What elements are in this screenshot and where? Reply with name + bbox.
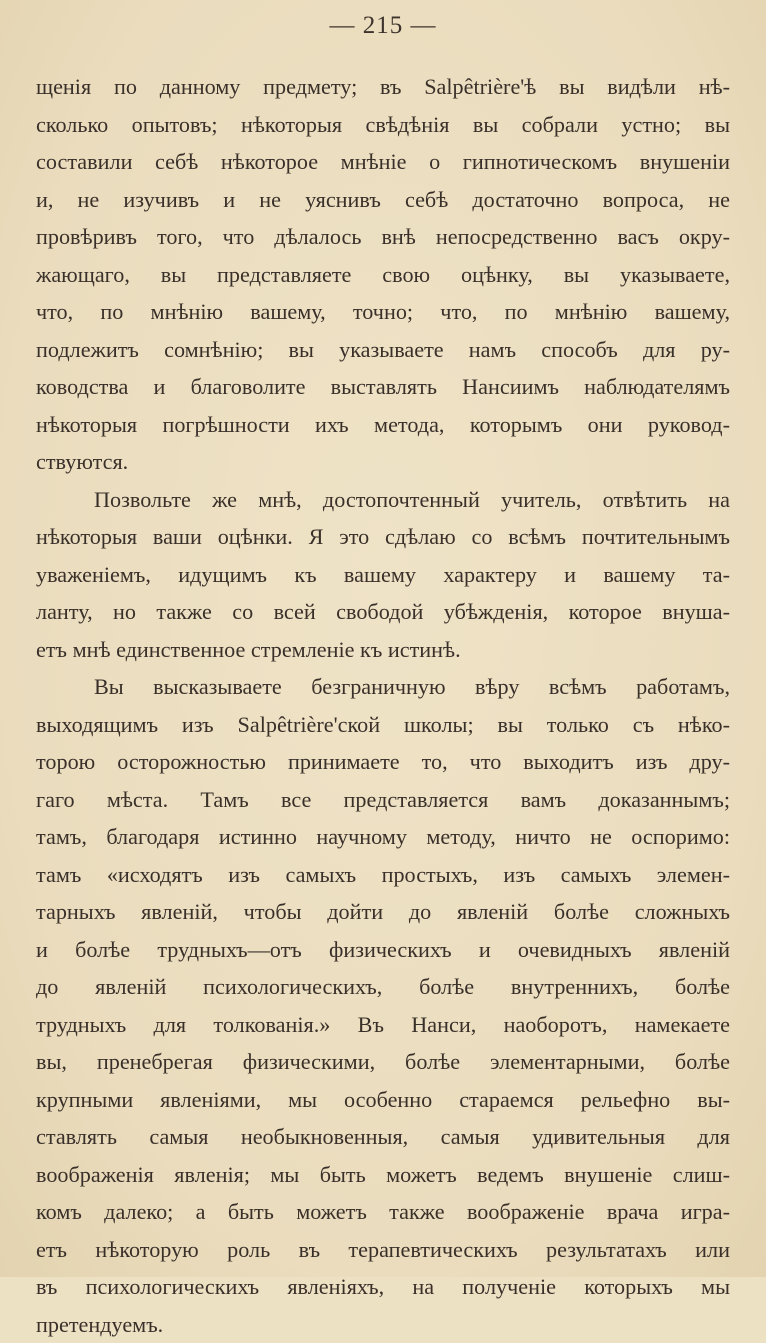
text-line: торою осторожностью принимаете то, что выходитъ изъ дру- bbox=[36, 743, 730, 781]
text-line: и болѣе трудныхъ—отъ физическихъ и очевидныхъ явленій bbox=[36, 931, 730, 969]
page-number: — 215 — bbox=[0, 12, 766, 40]
text-line: до явленій психологическихъ, болѣе внутреннихъ, болѣе bbox=[36, 968, 730, 1006]
text-line: претендуемъ. bbox=[36, 1306, 730, 1343]
text-line: гаго мѣста. Тамъ все представляется вамъ доказаннымъ; bbox=[36, 781, 730, 819]
text-line: воображенія явленія; мы быть можетъ ведемъ внушеніе слиш- bbox=[36, 1156, 730, 1194]
text-line: и, не изучивъ и не уяснивъ себѣ достаточно вопроса, не bbox=[36, 181, 730, 219]
text-line: уваженіемъ, идущимъ къ вашему характеру и вашему та- bbox=[36, 556, 730, 594]
text-line: етъ нѣкоторую роль въ терапевтическихъ результатахъ или bbox=[36, 1231, 730, 1269]
body-text bbox=[36, 68, 730, 1343]
text-line: подлежитъ сомнѣнію; вы указываете намъ способъ для ру- bbox=[36, 331, 730, 369]
paragraph-3 bbox=[36, 668, 730, 1343]
text-line: ководства и благоволите выставлять Нансиимъ наблюдателямъ bbox=[36, 368, 730, 406]
text-line: сколько опытовъ; нѣкоторыя свѣдѣнія вы собрали устно; вы bbox=[36, 106, 730, 144]
text-line: тамъ, благодаря истинно научному методу, ничто не оспоримо: bbox=[36, 818, 730, 856]
text-line: выходящимъ изъ Salpêtrière'ской школы; вы только съ нѣко- bbox=[36, 706, 730, 744]
text-line: ланту, но также со всей свободой убѣжденія, которое внуша- bbox=[36, 593, 730, 631]
text-line: составили себѣ нѣкоторое мнѣніе о гипнотическомъ внушеніи bbox=[36, 143, 730, 181]
text-line: тамъ «исходятъ изъ самыхъ простыхъ, изъ самыхъ элемен- bbox=[36, 856, 730, 894]
text-line: крупными явленіями, мы особенно стараемся рельефно вы- bbox=[36, 1081, 730, 1119]
paragraph-1 bbox=[36, 68, 730, 481]
text-line: нѣкоторыя погрѣшности ихъ метода, которымъ они руковод- bbox=[36, 406, 730, 444]
text-line: ставлять самыя необыкновенныя, самыя удивительныя для bbox=[36, 1118, 730, 1156]
text-line: тарныхъ явленій, чтобы дойти до явленій болѣе сложныхъ bbox=[36, 893, 730, 931]
text-line: нѣкоторыя ваши оцѣнки. Я это сдѣлаю со всѣмъ почтительнымъ bbox=[36, 518, 730, 556]
text-line: провѣривъ того, что дѣлалось внѣ непосредственно васъ окру- bbox=[36, 218, 730, 256]
text-line: въ психологическихъ явленіяхъ, на полученіе которыхъ мы bbox=[36, 1268, 730, 1306]
text-line: что, по мнѣнію вашему, точно; что, по мнѣнію вашему, bbox=[36, 293, 730, 331]
paragraph-2 bbox=[36, 481, 730, 669]
text-line: жающаго, вы представляете свою оцѣнку, вы указываете, bbox=[36, 256, 730, 294]
text-line: Вы высказываете безграничную вѣру всѣмъ работамъ, bbox=[36, 668, 730, 706]
text-line: Позвольте же мнѣ, достопочтенный учитель, отвѣтить на bbox=[36, 481, 730, 519]
text-line: ствуются. bbox=[36, 443, 730, 481]
text-line: комъ далеко; а быть можетъ также воображеніе врача игра- bbox=[36, 1193, 730, 1231]
text-line: щенія по данному предмету; въ Salpêtrière'ѣ вы видѣли нѣ- bbox=[36, 68, 730, 106]
text-line: трудныхъ для толкованія.» Въ Нанси, наоборотъ, намекаете bbox=[36, 1006, 730, 1044]
text-line: вы, пренебрегая физическими, болѣе элементарными, болѣе bbox=[36, 1043, 730, 1081]
text-line: етъ мнѣ единственное стремленіе къ истинѣ. bbox=[36, 631, 730, 669]
